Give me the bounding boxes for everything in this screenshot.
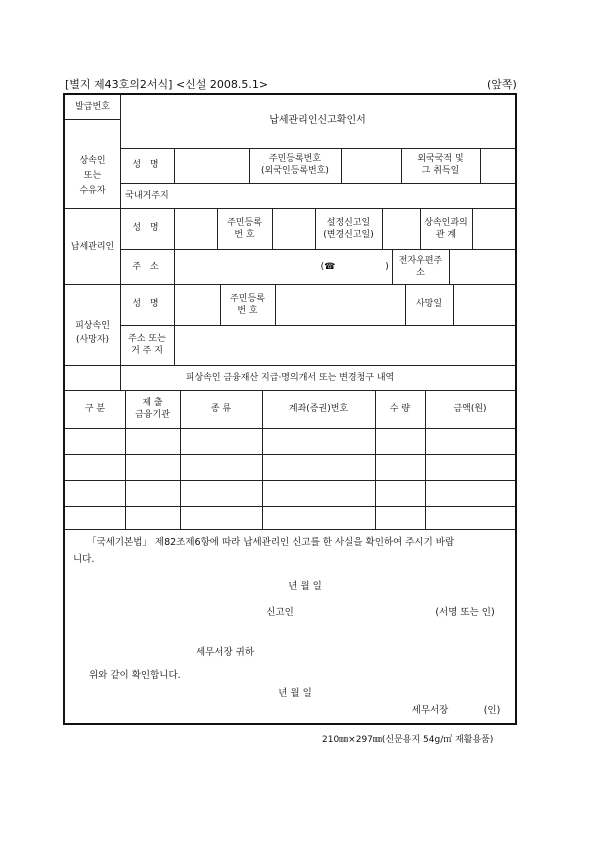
manager-email-label: 전자우편주 소 <box>398 256 443 278</box>
recipient-label: 세무서장 귀하 <box>195 647 255 658</box>
col-header-institution: 제 출 금융기관 <box>135 398 170 420</box>
report-date-label: 년 월 일 <box>288 581 322 592</box>
col-header-amount: 금액(원) <box>453 404 487 414</box>
page-side-label: (앞쪽) <box>487 78 517 91</box>
col-header-account: 계좌(증권)번호 <box>288 404 349 414</box>
manager-name-label: 성 명 <box>132 223 162 233</box>
statement-line-1: 「국세기본법」 제82조제6항에 따라 납세관리인 신고를 한 사실을 확인하여 주시기 바랍 <box>87 537 455 548</box>
col-header-category: 구 분 <box>84 404 106 414</box>
form-title: 납세관리인신고확인서 <box>269 115 366 126</box>
tax-manager-report-form <box>63 93 517 725</box>
heir-name-label: 성 명 <box>132 160 162 170</box>
heir-foreign-label: 외국국적 및 그 취득일 <box>417 154 464 176</box>
seal-label: (인) <box>483 705 501 716</box>
heir-rrn-label: 주민등록번호 (외국인등록번호) <box>261 154 329 176</box>
statement-line-2: 니다. <box>73 554 95 565</box>
form-header-label: [별지 제43호의2서식] <신설 2008.5.1> <box>65 78 269 91</box>
signature-label: (서명 또는 인) <box>435 607 495 618</box>
confirm-text: 위와 같이 확인합니다. <box>89 670 181 681</box>
reporter-label: 신고인 <box>266 607 294 618</box>
phone-icon: (☎ <box>320 262 336 272</box>
col-header-quantity: 수 량 <box>389 404 411 414</box>
decedent-name-label: 성 명 <box>132 299 162 309</box>
paper-spec-footer: 210㎜×297㎜(신문용지 54g/㎡ 재활용품) <box>322 735 494 745</box>
manager-relation-label: 상속인과의 관 계 <box>424 218 468 240</box>
decedent-address-label: 주소 또는 거 주 지 <box>128 334 166 356</box>
manager-group-label: 납세관리인 <box>70 242 115 252</box>
heir-domestic-address-label: 국내거주지 <box>125 191 169 201</box>
manager-appoint-date-label: 설정신고일 (변경신고일) <box>323 218 374 240</box>
decedent-death-date-label: 사망일 <box>415 299 443 309</box>
request-section-title: 피상속인 금융재산 지급·명의개서 또는 변경청구 내역 <box>185 373 395 383</box>
manager-rrn-label: 주민등록 번 호 <box>227 218 262 240</box>
issue-number-label: 발급번호 <box>75 102 110 112</box>
heir-group-label: 상속인 또는 수유자 <box>79 156 106 196</box>
tax-officer-label: 세무서장 <box>411 705 449 716</box>
manager-address-label: 주 소 <box>132 262 162 272</box>
confirm-date-label: 년 월 일 <box>278 688 312 699</box>
decedent-rrn-label: 주민등록 번 호 <box>230 294 265 316</box>
phone-close-paren: ) <box>385 262 389 272</box>
col-header-type: 종 류 <box>210 404 232 414</box>
decedent-group-label: 피상속인 (사망자) <box>75 321 110 345</box>
